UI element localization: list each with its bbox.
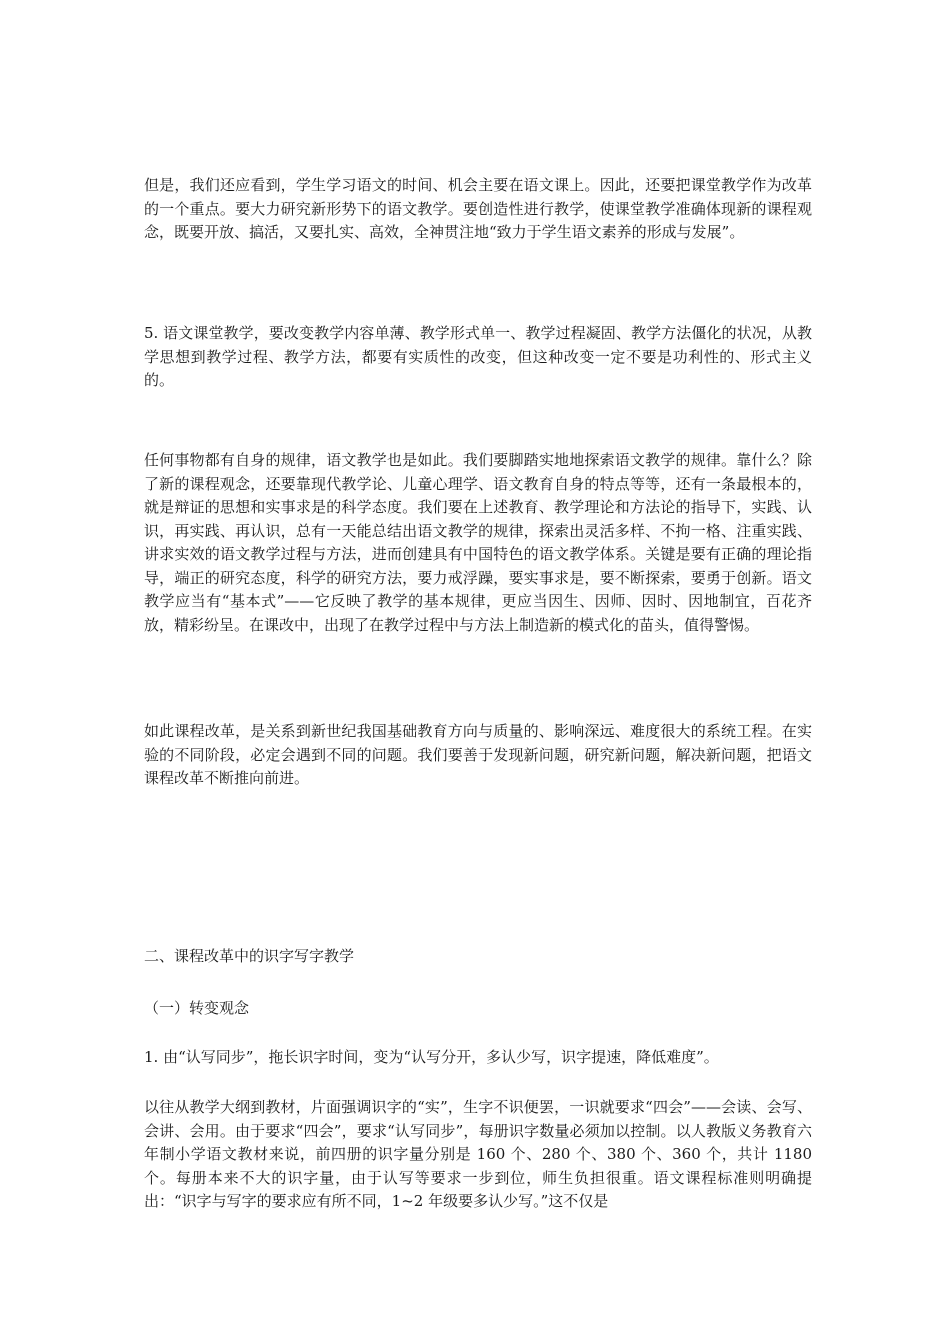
subsection-heading-concept: （一）转变观念 [144,999,250,1017]
paragraph-teaching-laws: 任何事物都有自身的规律，语文教学也是如此。我们要脚踏实地地探索语文教学的规律。靠什么？除了新的课程观念，还要靠现代教学论、儿童心理学、语文教育自身的特点等等，还有一条最根本的，就是辩证的思想和实事求是的科学态度。我们要在上述教育、教学理论和方法论的指导下，实践、认识，再实践、再认识，总有一天能总结出语文教学的规律，探索出灵活多样、不拘一格、注重实践、讲求实效的语文教学过程与方法，进而创建具有中国特色的语文教学体系。关键是要有正确的理论指导，端正的研究态度，科学的研究方法，要力戒浮躁，要实事求是，要不断探索，要勇于创新。语文教学应当有“基本式”——它反映了教学的基本规律，更应当因生、因师、因时、因地制宜，百花齐放，精彩纷呈。在课改中，出现了在教学过程中与方法上制造新的模式化的苗头，值得警惕。 [144,451,812,634]
paragraph-classroom-reform: 但是，我们还应看到，学生学习语文的时间、机会主要在语文课上。因此，还要把课堂教学作为改革的一个重点。要大力研究新形势下的语文教学。要创造性进行教学，使课堂教学准确体现新的课程观念，既要开放、搞活，又要扎实、高效，全神贯注地“致力于学生语文素养的形成与发展”。 [144,176,812,241]
section-heading-literacy: 二、课程改革中的识字写字教学 [144,947,355,965]
paragraph-past-practice: 以往从教学大纲到教材，片面强调识字的“实”，生字不识便罢，一识就要求“四会”——会读、会写、会讲、会用。由于要求“四会”，要求“认写同步”，每册识字数量必须加以控制。以人教版义务教育六年制小学语文教材来说，前四册的识字量分别是 160 个、280 个、380 个、360 个，共计 1180 个。每册本来不大的识字量，由于认写等要求一步到位，师生负担很重。语文课程标准则明确提出：“识字与写字的要求应有所不同，1~2 年级要多认少写。”这不仅是 [144,1098,812,1210]
paragraph-curriculum-reform: 如此课程改革，是关系到新世纪我国基础教育方向与质量的、影响深远、难度很大的系统工程。在实验的不同阶段，必定会遇到不同的问题。我们要善于发现新问题，研究新问题，解决新问题，把语文课程改革不断推向前进。 [144,722,812,787]
point-heading-1: 1. 由“认写同步”，拖长识字时间，变为“认写分开，多认少写，识字提速，降低难度”。 [144,1048,719,1066]
paragraph-point-5: 5. 语文课堂教学，要改变教学内容单薄、教学形式单一、教学过程凝固、教学方法僵化的状况，从教学思想到教学过程、教学方法，都要有实质性的改变，但这种改变一定不要是功利性的、形式主义的。 [144,324,812,389]
